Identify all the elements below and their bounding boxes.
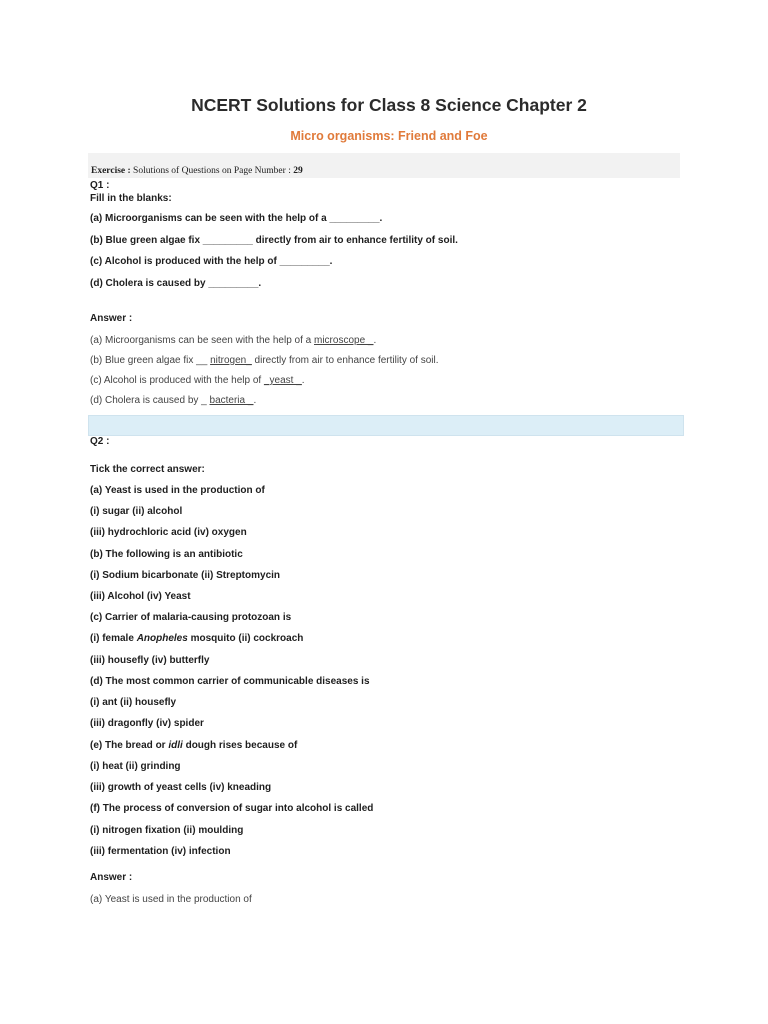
q2-line: (iii) growth of yeast cells (iv) kneading (90, 782, 272, 793)
page-title: NCERT Solutions for Class 8 Science Chapter 2 (191, 95, 587, 115)
q1-answer-label: Answer : (90, 313, 133, 324)
q2-label: Q2 : (90, 436, 110, 447)
section-separator (88, 415, 684, 436)
q1-question: (c) Alcohol is produced with the help of _________. (90, 256, 333, 267)
answer-fill: _yeast _ (263, 375, 302, 386)
answer-text: (d) Cholera is caused by _ (90, 395, 210, 406)
q2-line: (b) The following is an antibiotic (90, 549, 243, 560)
answer-fill: nitrogen_ (210, 355, 252, 366)
q2-line: (iii) Alcohol (iv) Yeast (90, 591, 191, 602)
q1-answer (90, 355, 439, 366)
q2-line: (i) female Anopheles mosquito (ii) cockroach (90, 633, 304, 644)
q1-answer (90, 395, 256, 406)
exercise-label: Exercise : (91, 166, 131, 176)
answer-text: . (301, 375, 305, 386)
answer-text: (b) Blue green algae fix __ (90, 355, 211, 366)
q2-line: (iii) dragonfly (iv) spider (90, 718, 204, 729)
q2-line: (d) The most common carrier of communicable diseases is (90, 676, 370, 687)
q2-line: (iii) hydrochloric acid (iv) oxygen (90, 527, 247, 538)
answer-text: (c) Alcohol is produced with the help of (90, 375, 264, 386)
q2-answer-label: Answer : (90, 872, 133, 883)
q1-question: (b) Blue green algae fix _________ directly from air to enhance fertility of soil. (90, 235, 458, 246)
q2-line: (i) nitrogen fixation (ii) moulding (90, 825, 244, 836)
q2-line: (iii) fermentation (iv) infection (90, 846, 231, 857)
answer-text: . (253, 395, 257, 406)
q1-question: (d) Cholera is caused by _________. (90, 278, 262, 289)
answer-text: directly from air to enhance fertility of soil. (251, 355, 439, 366)
q2-line: (a) Yeast is used in the production of (90, 485, 265, 496)
page-subtitle: Micro organisms: Friend and Foe (290, 129, 488, 143)
q1-answer (90, 335, 376, 346)
q2-answer: (a) Yeast is used in the production of (90, 894, 252, 905)
answer-text: (a) Microorganisms can be seen with the help of a (90, 335, 314, 346)
q2-line: (i) sugar (ii) alcohol (90, 506, 183, 517)
exercise-description: Solutions of Questions on Page Number : (133, 166, 291, 176)
q1-answer (90, 375, 305, 386)
q2-line: (i) ant (ii) housefly (90, 697, 177, 708)
q1-instruction: Fill in the blanks: (90, 193, 172, 204)
answer-fill: microscope _ (314, 335, 374, 346)
q1-question: (a) Microorganisms can be seen with the help of a _________. (90, 213, 383, 224)
answer-text: . (373, 335, 377, 346)
answer-fill: bacteria _ (209, 395, 254, 406)
q2-line: (i) heat (ii) grinding (90, 761, 181, 772)
q2-instruction: Tick the correct answer: (90, 464, 205, 475)
exercise-info (91, 166, 303, 176)
q2-line: (c) Carrier of malaria-causing protozoan is (90, 612, 292, 623)
q2-line: (i) Sodium bicarbonate (ii) Streptomycin (90, 570, 281, 581)
exercise-page-number: 29 (293, 166, 303, 176)
q2-line: (e) The bread or idli dough rises because of (90, 740, 298, 751)
q2-line: (f) The process of conversion of sugar into alcohol is called (90, 803, 374, 814)
q1-label: Q1 : (90, 180, 110, 191)
q2-line: (iii) housefly (iv) butterfly (90, 655, 210, 666)
